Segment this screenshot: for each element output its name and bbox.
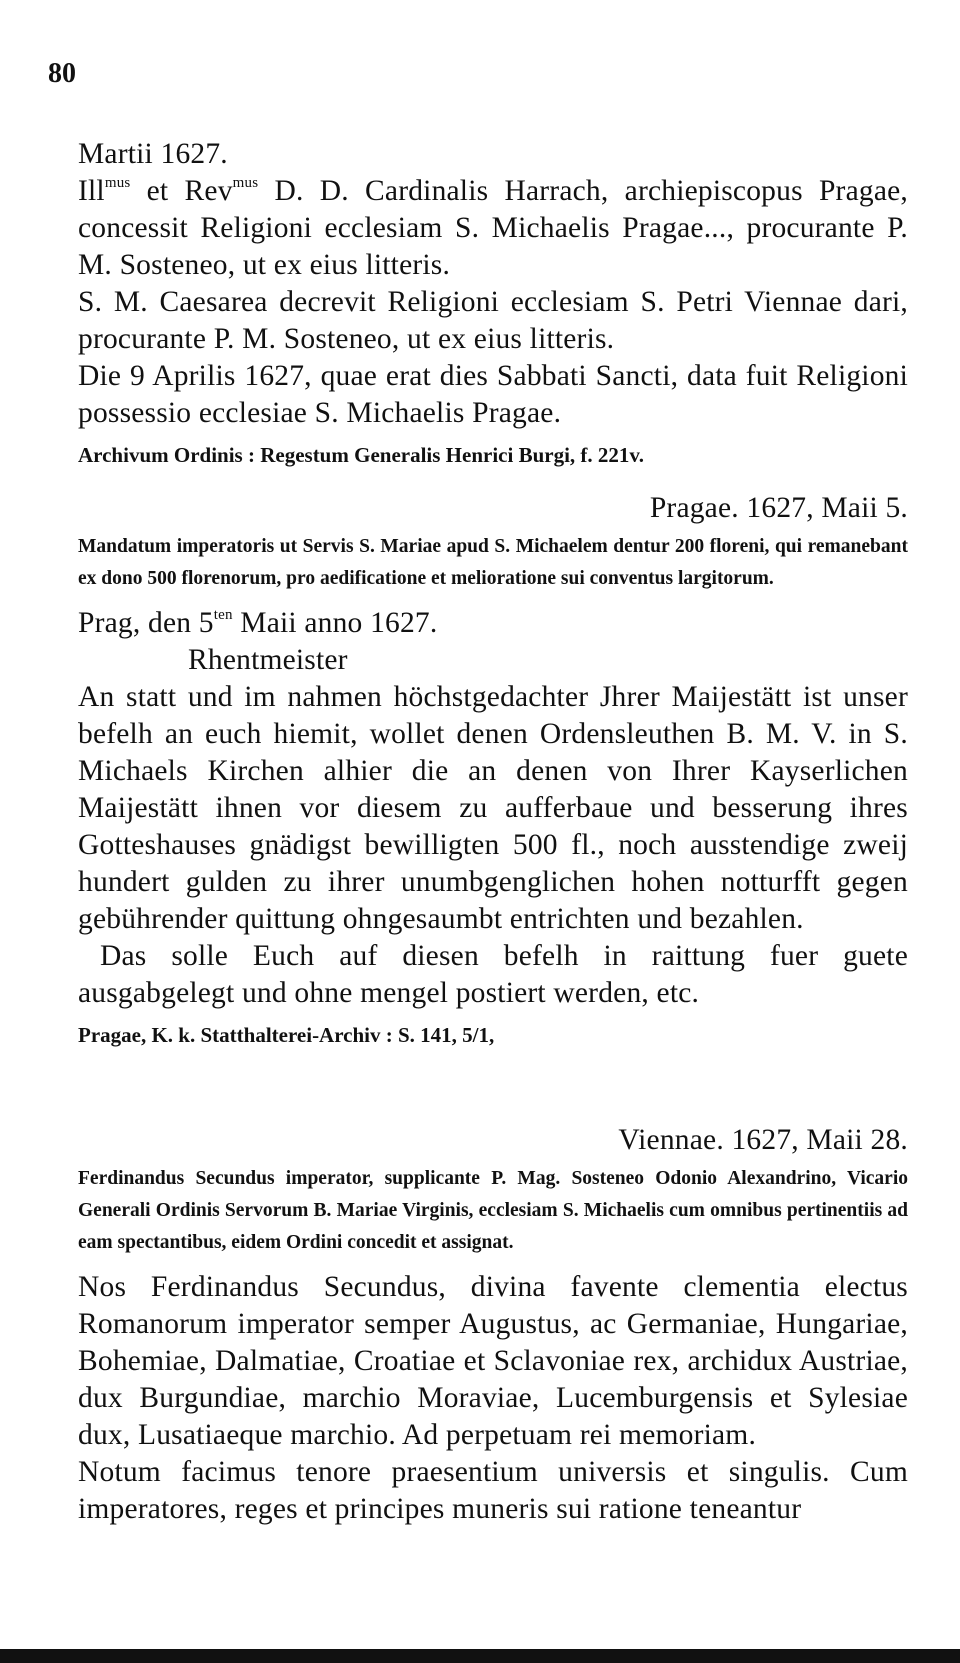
superscript: mus [232, 175, 259, 191]
dateline: Pragae. 1627, Maii 5. [649, 492, 908, 524]
entry-paragraph: S. M. Caesarea decrevit Religioni ecclesiam S. Petri Viennae dari, procurante P. M. Sosteneo, ut ex eius litteris. [78, 286, 908, 355]
text-run: D. D. Cardinalis Harrach, archiepiscopus Pragae, concessit Religioni ecclesiam S. Michaelis Pragae..., procurante P. M. Sosteneo, ut ex eius litteris. [78, 175, 908, 281]
entry-heading: Martii 1627. [78, 138, 228, 170]
entry-vienna-1627-05-28 [78, 1122, 908, 1528]
superscript: ten [213, 607, 233, 623]
summary: Mandatum imperatoris ut Servis S. Mariae apud S. Michaelem dentur 200 floreni, qui remanebant ex dono 500 florenorum, pro aedificatione et melioratione sui conventus largitorum. [78, 536, 908, 589]
letter-paragraph: An statt und im nahmen höchstgedachter Jhrer Maijestätt ist unser befelh an euch hiemit, wollet denen Ordensleuthen B. M. V. in S. Michaels Kirchen alhier die an denen von Ihrer Kayserlichen Maijestätt ihnen vor diesem zu aufferbaue und besserung ihres Gotteshauses gnädigst bewilligten 500 fl., noch ausstendige zweij hundert gulden zu ihrer unumbgenglichen hohen notturfft gegen gebührender quittung ohngesaumbt entrichten und bezahlen. [78, 681, 908, 935]
text-run: Maii anno 1627. [232, 607, 438, 639]
letter-paragraph: Das solle Euch auf diesen befelh in raittung fuer guete ausgabgelegt und ohne mengel postiert werden, etc. [78, 940, 908, 1009]
charter-paragraph: Notum facimus tenore praesentium universis et singulis. Cum imperatores, reges et principes muneris sui ratione teneantur [78, 1456, 908, 1525]
letter-address: Rhentmeister [188, 644, 348, 676]
summary: Ferdinandus Secundus imperator, supplicante P. Mag. Sosteneo Odonio Alexandrino, Vicario Generali Ordinis Servorum B. Mariae Virginis, ecclesiam S. Michaelis cum omnibus pertinentiis ad eam spectantibus, eidem Ordini concedit et assignat. [78, 1168, 908, 1253]
entry-paragraph [78, 173, 908, 284]
superscript: mus [104, 175, 131, 191]
source-citation: Pragae, K. k. Statthalterei-Archiv : S. 141, 5/1, [78, 1023, 495, 1047]
letter-opening [78, 605, 908, 642]
text-run: et Rev [130, 175, 233, 207]
text-run: Ill [78, 175, 105, 207]
text-run: Prag, den 5 [78, 607, 214, 639]
page-number: 80 [48, 58, 76, 89]
scan-bottom-edge [0, 1649, 960, 1663]
charter-paragraph: Nos Ferdinandus Secundus, divina favente clementia electus Romanorum imperator semper Augustus, ac Germaniae, Hungariae, Bohemiae, Dalmatiae, Croatiae et Sclavoniae rex, archidux Austriae, dux Burgundiae, marchio Moraviae, Lucemburgensis et Sylesiae dux, Lusatiaeque marchio. Ad perpetuam rei memoriam. [78, 1271, 908, 1451]
source-citation: Archivum Ordinis : Regestum Generalis Henrici Burgi, f. 221v. [78, 443, 644, 467]
dateline: Viennae. 1627, Maii 28. [618, 1124, 908, 1156]
entry-march-1627 [78, 136, 908, 472]
entry-prague-1627-05-05 [78, 490, 908, 1052]
entry-paragraph: Die 9 Aprilis 1627, quae erat dies Sabbati Sancti, data fuit Religioni possessio ecclesiae S. Michaelis Pragae. [78, 360, 908, 429]
